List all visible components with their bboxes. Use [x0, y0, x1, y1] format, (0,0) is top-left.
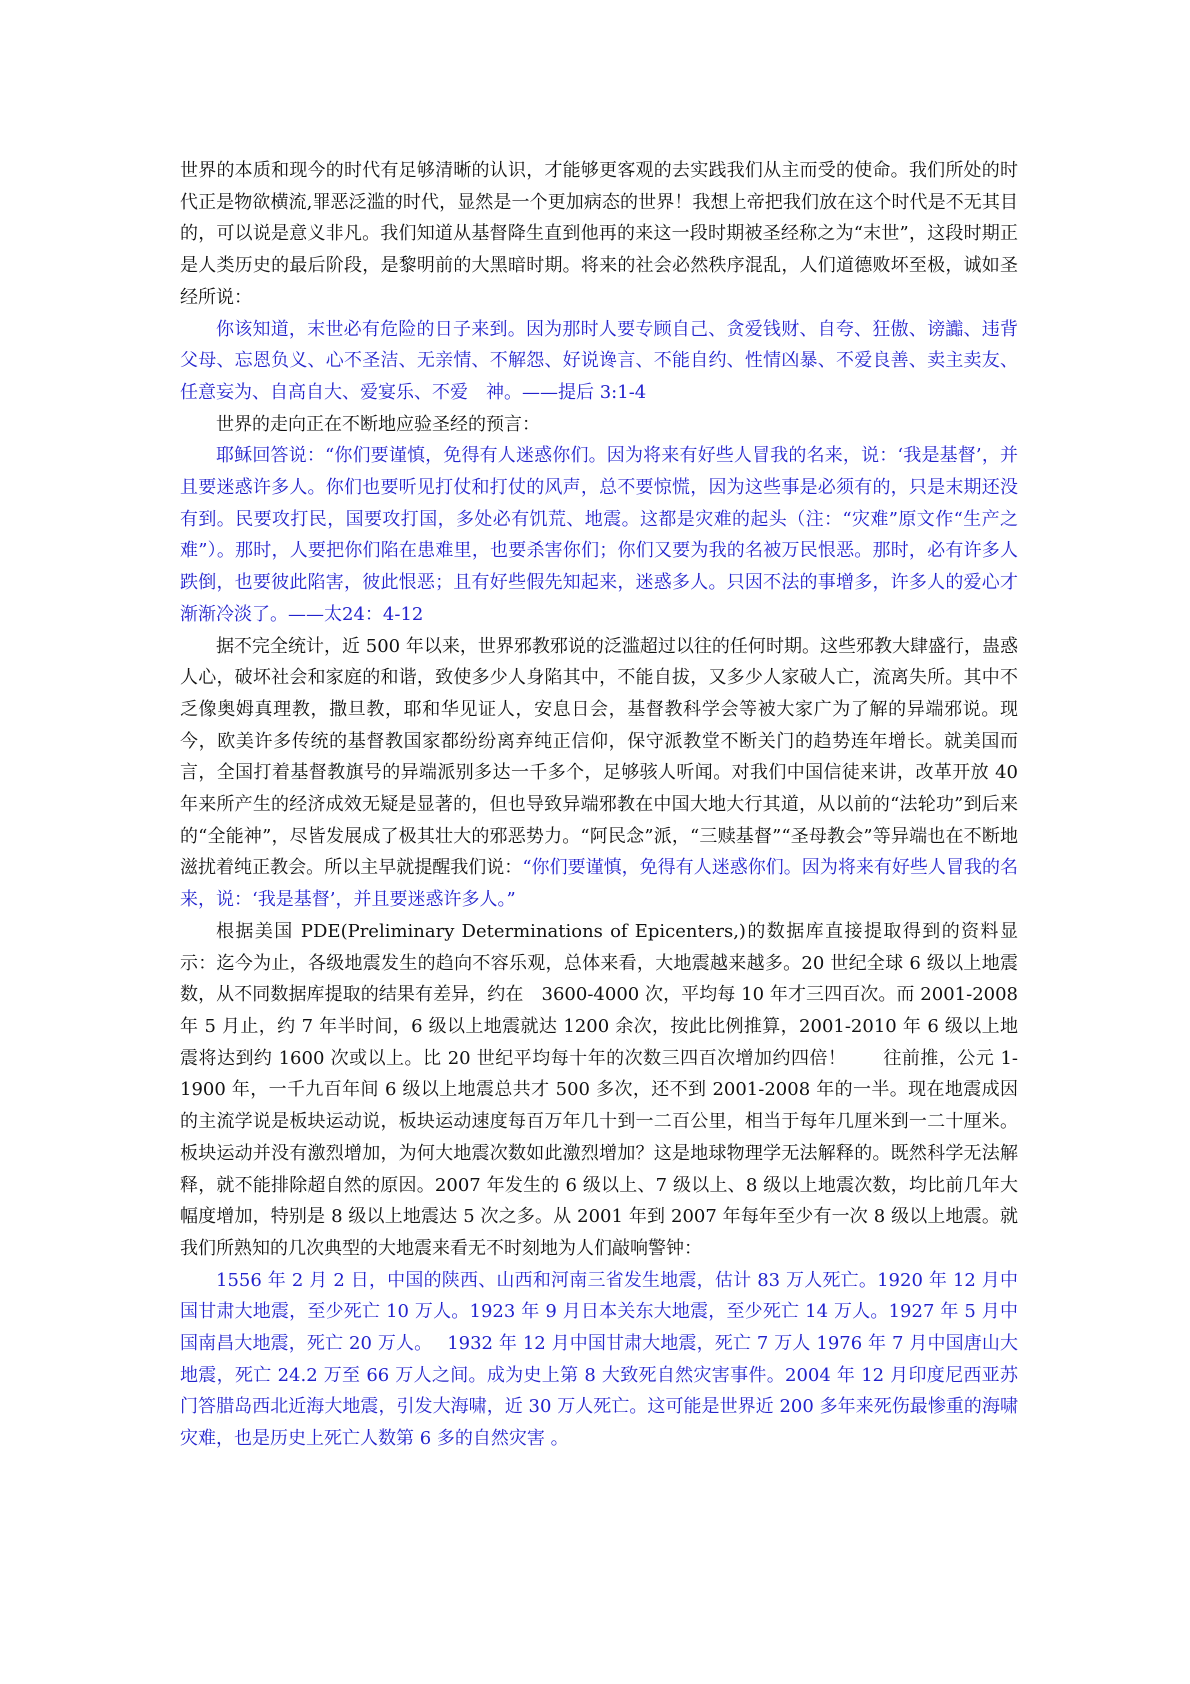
quote-earthquake-list: 1556 年 2 月 2 日，中国的陕西、山西和河南三省发生地震，估计 83 万人死亡。1920 年 12 月中国甘肃大地震，至少死亡 10 万人。1923 年 9 月日本关东大地震，至少死亡 14 万人。1927 年 5 月中国南昌大地震，死亡 20 万人。 1932 年 12 月中国甘肃大地震，死亡 7 万人 1976 年 7 月中国唐山大地震，死亡 24.2 万至 66 万人之间。成为史上第 8 大致死自然灾害事件。2004 年 12 月印度尼西亚苏门答腊岛西北近海大地震，引发大海啸，近 30 万人死亡。这可能是世界近 200 多年来死伤最惨重的海啸灾难，也是历史上死亡人数第 6 多的自然灾害 。	[180, 1269, 1018, 1450]
paragraph-prophecy-lead: 世界的走向正在不断地应验圣经的预言：	[216, 413, 540, 435]
quote-matthew-24: 耶稣回答说：“你们要谨慎，免得有人迷惑你们。因为将来有好些人冒我的名来，说：‘我是基督’，并且要迷惑许多人。你们也要听见打仗和打仗的风声，总不要惊慌，因为这些事是必须有的，只是末期还没有到。民要攻打民，国要攻打国，多处必有饥荒、地震。这都是灾难的起头（注：“灾难”原文作“生产之难”）。那时，人要把你们陷在患难里，也要杀害你们；你们又要为我的名被万民恨恶。那时，必有许多人跌倒，也要彼此陷害，彼此恨恶；且有好些假先知起来，迷惑多人。只因不法的事增多，许多人的爱心才渐渐冷淡了。——太24：4-12	[180, 445, 1018, 625]
paragraph-cults-text: 据不完全统计，近 500 年以来，世界邪教邪说的泛滥超过以往的任何时期。这些邪教大肆盛行，蛊惑人心，破坏社会和家庭的和谐，致使多少人身陷其中，不能自拔，又多少人家破人亡，流离失所。其中不乏像奥姆真理教，撒旦教，耶和华见证人，安息日会，基督教科学会等被大家广为了解的异端邪说。现今，欧美许多传统的基督教国家都纷纷离弃纯正信仰，保守派教堂不断关门的趋势连年增长。就美国而言，全国打着基督教旗号的异端派别多达一千多个，足够骇人听闻。对我们中国信徒来讲，改革开放 40 年来所产生的经济成效无疑是显著的，但也导致异端邪教在中国大地大行其道，从以前的“法轮功”到后来的“全能神”，尽皆发展成了极其壮大的邪恶势力。“阿民念”派，“三赎基督”“圣母教会”等异端也在不断地滋扰着纯正教会。所以主早就提醒我们说：	[180, 635, 1018, 879]
paragraph-earthquakes: 根据美国 PDE(Preliminary Determinations of Epicenters,)的数据库直接提取得到的资料显示：迄今为止，各级地震发生的趋向不容乐观，总体来看，大地震越来越多。20 世纪全球 6 级以上地震数，从不同数据库提取的结果有差异，约在 3600-4000 次，平均每 10 年才三四百次。而 2001-2008 年 5 月止，约 7 年半时间，6 级以上地震就达 1200 余次，按此比例推算，2001-2010 年 6 级以上地震将达到约 1600 次或以上。比 20 世纪平均每十年的次数三四百次增加约四倍！ 往前推，公元 1-1900 年，一千九百年间 6 级以上地震总共才 500 多次，还不到 2001-2008 年的一半。现在地震成因的主流学说是板块运动说，板块运动速度每百万年几十到一二百公里，相当于每年几厘米到一二十厘米。板块运动并没有激烈增加，为何大地震次数如此激烈增加？这是地球物理学无法解释的。既然科学无法解释，就不能排除超自然的原因。2007 年发生的 6 级以上、7 级以上、8 级以上地震次数，均比前几年大幅度增加，特别是 8 级以上地震达 5 次之多。从 2001 年到 2007 年每年至少有一次 8 级以上地震。就我们所熟知的几次典型的大地震来看无不时刻地为人们敲响警钟：	[180, 920, 1018, 1259]
paragraph-cults	[180, 631, 1018, 916]
document-page	[180, 155, 1018, 1455]
quote-inline-warning: “你们要谨慎，免得有人迷惑你们。因为将来有好些人冒我的名来，说：‘我是基督’，并且要迷惑许多人。”	[180, 857, 1018, 911]
quote-2-timothy: 你该知道，末世必有危险的日子来到。因为那时人要专顾自己、贪爱钱财、自夸、狂傲、谤讟、违背父母、忘恩负义、心不圣洁、无亲情、不解怨、好说谗言、不能自约、性情凶暴、不爱良善、卖主卖友、任意妄为、自高自大、爱宴乐、不爱 神。——提后 3:1-4	[180, 318, 1018, 403]
paragraph-intro: 世界的本质和现今的时代有足够清晰的认识，才能够更客观的去实践我们从主而受的使命。我们所处的时代正是物欲横流,罪恶泛滥的时代，显然是一个更加病态的世界！我想上帝把我们放在这个时代是不无其目的，可以说是意义非凡。我们知道从基督降生直到他再的来这一段时期被圣经称之为“末世”，这段时期正是人类历史的最后阶段，是黎明前的大黑暗时期。将来的社会必然秩序混乱，人们道德败坏至极，诚如圣经所说：	[180, 160, 1018, 308]
